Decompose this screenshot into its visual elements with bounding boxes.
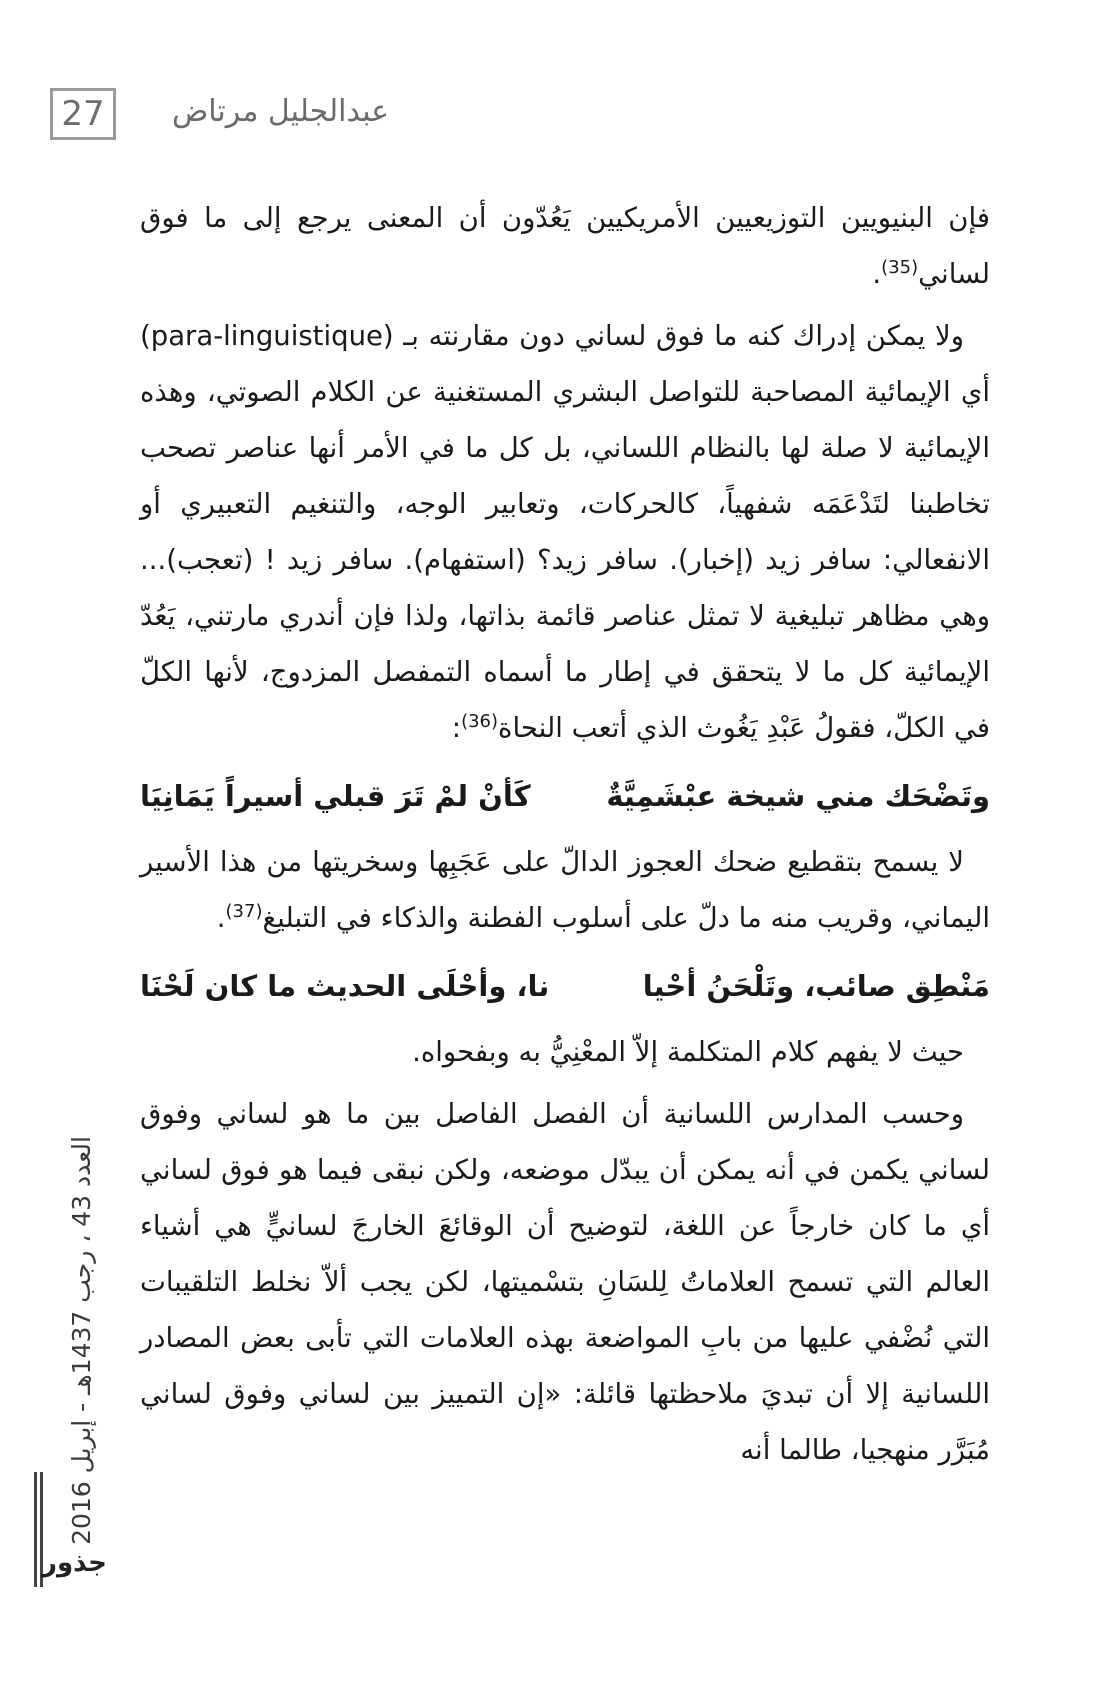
footnote-ref: (37) <box>225 900 263 922</box>
paragraph <box>140 308 990 756</box>
poetry-verse <box>140 956 990 1016</box>
footnote-ref: (35) <box>881 256 919 278</box>
verse-second-hemistich: نا، وأحْلَى الحديث ما كان لَحْنَا <box>140 969 550 1003</box>
paragraph-text: ولا يمكن إدراك كنه ما فوق لساني دون مقارنته بـ (para-linguistique) أي الإيمائية المصاحبة للتواصل البشري المستغنية عن الكلام الصوتي، وهذه الإيمائية لا صلة لها بالنظام اللساني، بل كل ما في الأمر أنها عناصر تصحب تخاطبنا لتَدْعَمَه شفهياً، كالحركات، وتعابير الوجه، والتنغيم التعبيري أو الانفعالي: سافر زيد (إخبار). سافر زيد؟ (استفهام). سافر زيد ! (تعجب)... وهي مظاهر تبليغية لا تمثل عناصر قائمة بذاتها، ولذا فإن أندري مارتني، يَعُدّ الإيمائية كل ما لا يتحقق في إطار ما أسماه التمفصل المزدوج، لأنها الكلّ في الكلّ، فقولُ عَبْدِ يَغُوث الذي أتعب النحاة <box>140 320 990 744</box>
verse-first-hemistich: مَنْطِق صائب، وتَلْحَنُ أحْيا <box>642 969 990 1003</box>
author-name: عبدالجليل مرتاض <box>172 94 390 129</box>
paragraph: حيث لا يفهم كلام المتكلمة إلاّ المعْنِيُّ به وبفحواه. <box>412 1036 964 1068</box>
issue-sidebar <box>46 1120 116 1590</box>
paragraph <box>140 190 990 302</box>
punctuation: : <box>451 712 462 744</box>
poetry-verse <box>140 766 990 826</box>
punctuation: . <box>872 258 882 290</box>
paragraph: وحسب المدارس اللسانية أن الفصل الفاصل بين ما هو لساني وفوق لساني يكمن في أنه يمكن أن يبدّل موضعه، ولكن نبقى فيما هو فوق لساني أي ما كان خارجاً عن اللغة، لتوضيح أن الوقائعَ الخارجَ لسانيٍّ هي أشياء العالم التي تسمح العلاماتُ لِلسَانِ بتسْميتها، لكن يجب ألاّ نخلط التلقيبات التي نُضْفي عليها من بابِ المواضعة بهذه العلامات التي تأبى بعض المصادر اللسانية إلا أن تبديَ ملاحظتها قائلة: «إن التمييز بين لساني وفوق لساني مُبَرَّر منهجيا، طالما أنه <box>140 1098 990 1466</box>
verse-second-hemistich: كَأنْ لمْ تَرَ قبلي أسيراً يَمَانِيَا <box>140 779 531 813</box>
journal-logo: جذور <box>42 1548 107 1578</box>
sidebar-rule <box>34 1472 37 1587</box>
punctuation: . <box>216 902 226 934</box>
issue-info-container <box>46 1120 116 1560</box>
page-number: 27 <box>50 88 116 140</box>
issue-info: العدد 43 ، رجب 1437هـ - إبريل 2016 <box>66 1135 96 1545</box>
verse-first-hemistich: وتَضْحَك مني شيخة عبْشَمِيَّةٌ <box>606 779 990 813</box>
paragraph-text: لا يسمح بتقطيع ضحك العجوز الدالّ على عَجَبِها وسخريتها من هذا الأسير اليماني، وقريب منه ما دلّ على أسلوب الفطنة والذكاء في التبليغ <box>140 846 990 934</box>
paragraph-text: فإن البنيويين التوزيعيين الأمريكيين يَعُدّون أن المعنى يرجع إلى ما فوق لساني <box>140 202 990 290</box>
article-body <box>140 190 990 1488</box>
footnote-ref: (36) <box>461 710 499 732</box>
paragraph <box>140 834 990 946</box>
